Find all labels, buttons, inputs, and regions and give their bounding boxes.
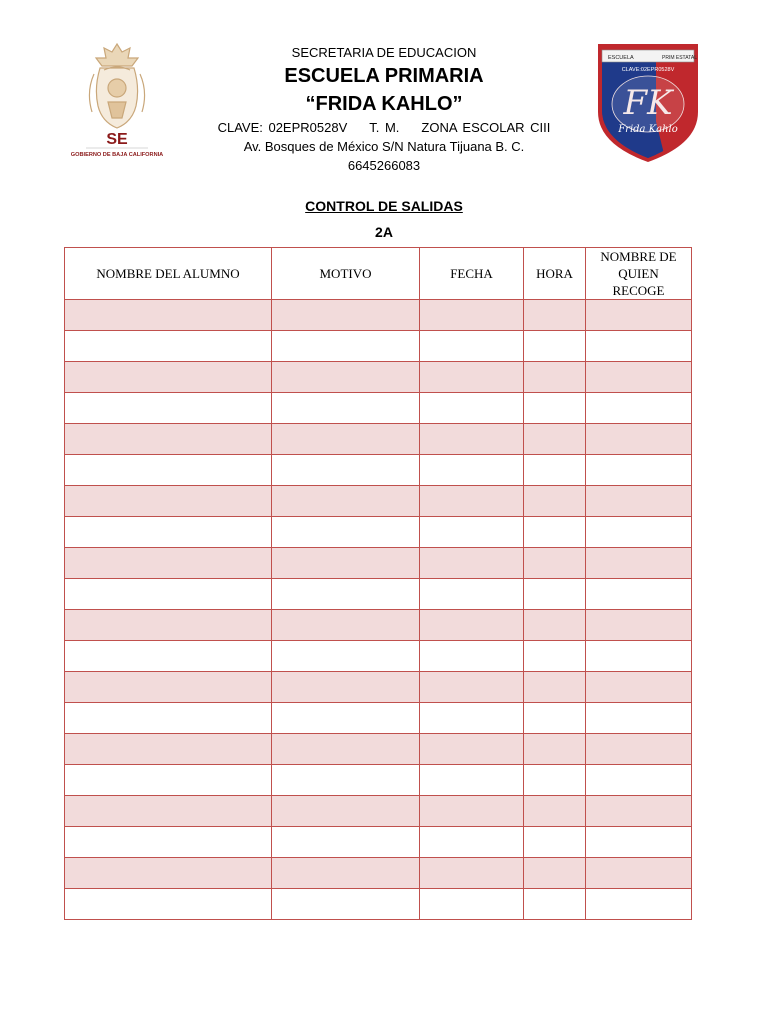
shield-script: Frida Kahlo: [618, 124, 678, 135]
table-row: [65, 331, 692, 362]
cell-motivo[interactable]: [272, 517, 420, 548]
seal-subtitle: GOBIERNO DE BAJA CALIFORNIA: [70, 152, 164, 158]
cell-alumno[interactable]: [65, 858, 272, 889]
shield-clave: CLAVE:02EPR0528V: [621, 67, 675, 73]
table-row: [65, 362, 692, 393]
frida-kahlo-shield-logo: [596, 40, 700, 162]
cell-fecha[interactable]: [420, 331, 524, 362]
cell-fecha[interactable]: [420, 393, 524, 424]
cell-recoge[interactable]: [586, 362, 692, 393]
cell-alumno[interactable]: [65, 300, 272, 331]
school-turno: T. M.: [369, 120, 400, 135]
cell-recoge[interactable]: [586, 548, 692, 579]
school-name: “FRIDA KAHLO”: [305, 93, 463, 115]
table-row: [65, 672, 692, 703]
cell-recoge[interactable]: [586, 455, 692, 486]
cell-recoge[interactable]: [586, 610, 692, 641]
cell-fecha[interactable]: [420, 517, 524, 548]
cell-alumno[interactable]: [65, 734, 272, 765]
cell-recoge[interactable]: [586, 331, 692, 362]
cell-hora[interactable]: [524, 579, 586, 610]
cell-hora[interactable]: [524, 734, 586, 765]
cell-fecha[interactable]: [420, 734, 524, 765]
cell-motivo[interactable]: [272, 300, 420, 331]
cell-motivo[interactable]: [272, 331, 420, 362]
cell-alumno[interactable]: [65, 703, 272, 734]
school-header: [200, 44, 568, 175]
cell-alumno[interactable]: [65, 765, 272, 796]
cell-hora[interactable]: [524, 889, 586, 920]
school-zona: ZONA ESCOLAR CIII: [421, 120, 551, 135]
table-row: [65, 765, 692, 796]
cell-motivo[interactable]: [272, 734, 420, 765]
cell-fecha[interactable]: [420, 362, 524, 393]
cell-hora[interactable]: [524, 858, 586, 889]
cell-recoge[interactable]: [586, 796, 692, 827]
cell-fecha[interactable]: [420, 703, 524, 734]
cell-alumno[interactable]: [65, 889, 272, 920]
column-header-alumno: NOMBRE DEL ALUMNO: [65, 248, 272, 300]
cell-alumno[interactable]: [65, 517, 272, 548]
table-row: [65, 703, 692, 734]
cell-motivo[interactable]: [272, 579, 420, 610]
cell-hora[interactable]: [524, 300, 586, 331]
table-row: [65, 858, 692, 889]
cell-alumno[interactable]: [65, 827, 272, 858]
school-codes: [200, 118, 568, 137]
group-label: 2A: [375, 224, 393, 240]
cell-fecha[interactable]: [420, 579, 524, 610]
cell-hora[interactable]: [524, 548, 586, 579]
table-row: [65, 486, 692, 517]
table-header-row: [65, 248, 692, 300]
cell-alumno[interactable]: [65, 393, 272, 424]
baja-california-seal-logo: [64, 40, 170, 160]
cell-recoge[interactable]: [586, 300, 692, 331]
cell-hora[interactable]: [524, 765, 586, 796]
school-phone: 6645266083: [347, 158, 421, 173]
cell-alumno[interactable]: [65, 641, 272, 672]
cell-hora[interactable]: [524, 362, 586, 393]
cell-alumno[interactable]: [65, 362, 272, 393]
column-header-recoge: NOMBRE DE QUIEN RECOGE: [586, 248, 692, 300]
cell-fecha[interactable]: [420, 889, 524, 920]
cell-hora[interactable]: [524, 641, 586, 672]
school-clave: CLAVE: 02EPR0528V: [217, 120, 348, 135]
cell-hora[interactable]: [524, 455, 586, 486]
cell-hora[interactable]: [524, 486, 586, 517]
cell-recoge[interactable]: [586, 579, 692, 610]
cell-alumno[interactable]: [65, 548, 272, 579]
cell-fecha[interactable]: [420, 455, 524, 486]
table-row: [65, 455, 692, 486]
cell-fecha[interactable]: [420, 827, 524, 858]
cell-motivo[interactable]: [272, 610, 420, 641]
table-row: [65, 734, 692, 765]
table-row: [65, 610, 692, 641]
table-row: [65, 393, 692, 424]
cell-recoge[interactable]: [586, 486, 692, 517]
cell-hora[interactable]: [524, 517, 586, 548]
cell-alumno[interactable]: [65, 455, 272, 486]
table-row: [65, 827, 692, 858]
cell-fecha[interactable]: [420, 858, 524, 889]
exit-log-table: [64, 247, 692, 920]
cell-motivo[interactable]: [272, 703, 420, 734]
cell-recoge[interactable]: [586, 858, 692, 889]
cell-alumno[interactable]: [65, 796, 272, 827]
cell-fecha[interactable]: [420, 765, 524, 796]
cell-motivo[interactable]: [272, 548, 420, 579]
cell-recoge[interactable]: [586, 827, 692, 858]
cell-alumno[interactable]: [65, 672, 272, 703]
cell-alumno[interactable]: [65, 331, 272, 362]
cell-motivo[interactable]: [272, 393, 420, 424]
cell-fecha[interactable]: [420, 424, 524, 455]
cell-recoge[interactable]: [586, 765, 692, 796]
cell-recoge[interactable]: [586, 517, 692, 548]
cell-recoge[interactable]: [586, 424, 692, 455]
table-row: [65, 641, 692, 672]
cell-fecha[interactable]: [420, 672, 524, 703]
cell-alumno[interactable]: [65, 610, 272, 641]
cell-alumno[interactable]: [65, 579, 272, 610]
cell-recoge[interactable]: [586, 393, 692, 424]
ministry-name: SECRETARIA DE EDUCACION: [291, 45, 477, 60]
cell-hora[interactable]: [524, 703, 586, 734]
school-address: Av. Bosques de México S/N Natura Tijuana B. C.: [243, 139, 525, 154]
seal-initials: SE: [106, 131, 128, 148]
table-row: [65, 424, 692, 455]
table-row: [65, 579, 692, 610]
column-header-hora: HORA: [524, 248, 586, 300]
cell-hora[interactable]: [524, 331, 586, 362]
cell-recoge[interactable]: [586, 672, 692, 703]
cell-fecha[interactable]: [420, 548, 524, 579]
cell-motivo[interactable]: [272, 889, 420, 920]
cell-fecha[interactable]: [420, 300, 524, 331]
cell-fecha[interactable]: [420, 796, 524, 827]
shield-monogram: FK: [623, 83, 673, 123]
cell-hora[interactable]: [524, 424, 586, 455]
cell-motivo[interactable]: [272, 641, 420, 672]
cell-hora[interactable]: [524, 796, 586, 827]
table-row: [65, 300, 692, 331]
table-row: [65, 796, 692, 827]
cell-alumno[interactable]: [65, 424, 272, 455]
shield-ribbon-right: PRIM ESTATAL: [662, 55, 698, 61]
cell-recoge[interactable]: [586, 889, 692, 920]
cell-alumno[interactable]: [65, 486, 272, 517]
shield-ribbon-left: ESCUELA: [608, 55, 634, 61]
cell-motivo[interactable]: [272, 765, 420, 796]
cell-motivo[interactable]: [272, 486, 420, 517]
cell-hora[interactable]: [524, 827, 586, 858]
cell-motivo[interactable]: [272, 858, 420, 889]
document-title: CONTROL DE SALIDAS: [305, 198, 463, 214]
cell-motivo[interactable]: [272, 796, 420, 827]
table-body: [65, 300, 692, 920]
cell-hora[interactable]: [524, 610, 586, 641]
table-row: [65, 889, 692, 920]
cell-motivo[interactable]: [272, 827, 420, 858]
cell-motivo[interactable]: [272, 362, 420, 393]
table-row: [65, 517, 692, 548]
cell-hora[interactable]: [524, 672, 586, 703]
column-header-motivo: MOTIVO: [272, 248, 420, 300]
cell-fecha[interactable]: [420, 486, 524, 517]
school-type: ESCUELA PRIMARIA: [284, 65, 484, 87]
cell-fecha[interactable]: [420, 610, 524, 641]
column-header-fecha: FECHA: [420, 248, 524, 300]
table-row: [65, 548, 692, 579]
cell-hora[interactable]: [524, 393, 586, 424]
cell-recoge[interactable]: [586, 703, 692, 734]
cell-motivo[interactable]: [272, 424, 420, 455]
cell-motivo[interactable]: [272, 455, 420, 486]
cell-recoge[interactable]: [586, 641, 692, 672]
cell-fecha[interactable]: [420, 641, 524, 672]
cell-recoge[interactable]: [586, 734, 692, 765]
cell-motivo[interactable]: [272, 672, 420, 703]
